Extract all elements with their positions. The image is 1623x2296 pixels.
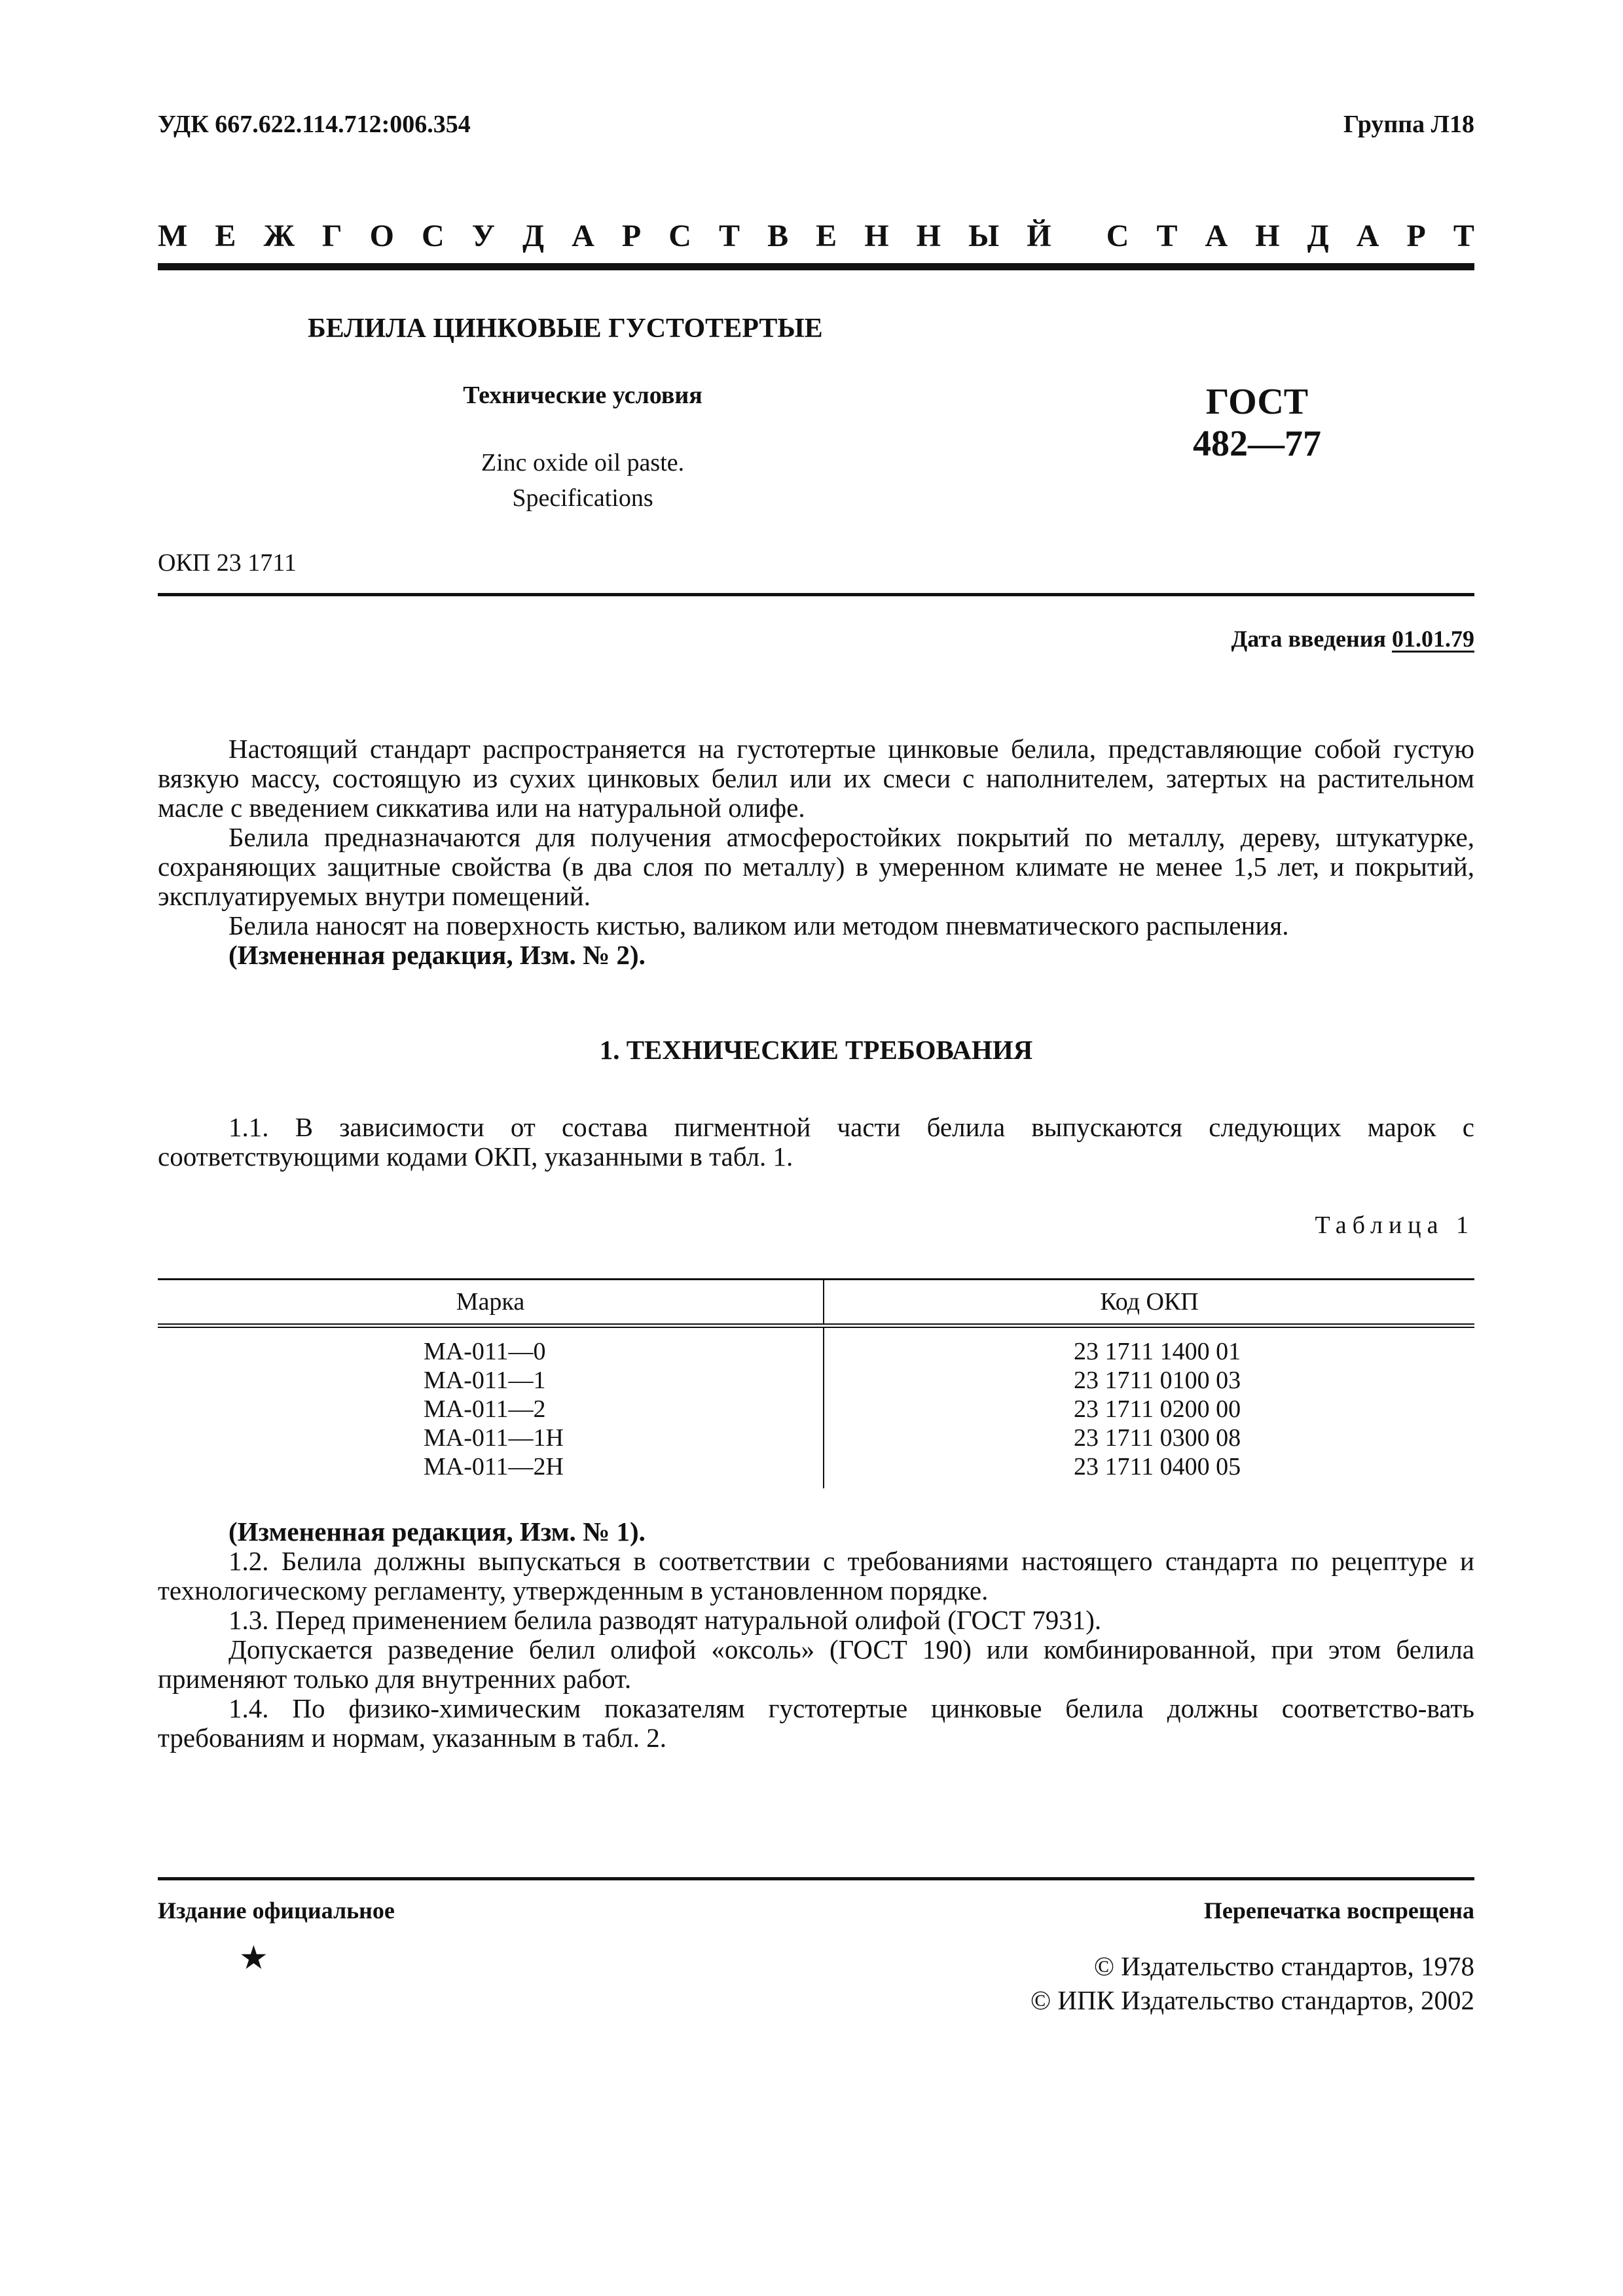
official-edition-label: Издание официальное (158, 1897, 395, 1924)
code-cell: 23 1711 0100 03 (1074, 1367, 1241, 1394)
mark-cell: МА-011—1 (424, 1367, 546, 1394)
banner-letter: С (1106, 218, 1129, 253)
code-cell: 23 1711 0400 05 (1074, 1453, 1241, 1480)
english-title-line: Zinc oxide oil paste. (481, 449, 685, 476)
document-subtitle: Технические условия (463, 382, 702, 409)
banner-letter: М (158, 218, 188, 253)
grades-table (158, 1278, 1474, 1488)
banner-letter: Т (1156, 218, 1178, 253)
banner-letter: Т (718, 218, 740, 253)
banner-letter: Ж (263, 218, 295, 253)
english-title (386, 445, 779, 516)
banner-letter: Д (522, 218, 545, 253)
copyright-block (1030, 1949, 1474, 2017)
udk-code: УДК 667.622.114.712:006.354 (158, 111, 471, 138)
banner-letter: Д (1307, 218, 1329, 253)
mark-cell: МА-011—1Н (424, 1424, 564, 1452)
column-header-mark: Марка (158, 1280, 824, 1326)
banner-letter: Ы (968, 218, 1000, 253)
code-cell: 23 1711 1400 01 (1074, 1338, 1241, 1365)
reprint-prohibited-label: Перепечатка воспрещена (1203, 1897, 1474, 1924)
effective-date-value: 01.01.79 (1392, 626, 1474, 652)
paragraph: Белила наносят на поверхность кистью, валиком или методом пневматического распыления. (228, 910, 1289, 941)
banner-letter: Е (816, 218, 837, 253)
paragraph: 1.4. По физико-химическим показателям густотертые цинковые белила должны соответство-вать требованиям и нормам, указанным в табл. 2. (158, 1693, 1474, 1753)
banner-letter: А (572, 218, 594, 253)
revision-note: (Измененная редакция, Изм. № 2). (228, 940, 646, 970)
document-title: БЕЛИЛА ЦИНКОВЫЕ ГУСТОТЕРТЫЕ (308, 314, 823, 344)
requirements-section (158, 1517, 1474, 1753)
banner-letter: У (471, 218, 495, 253)
mark-cell: МА-011—2 (424, 1395, 546, 1423)
paragraph: 1.3. Перед применением белила разводят натуральной олифой (ГОСТ 7931). (228, 1605, 1102, 1635)
code-cell: 23 1711 0200 00 (1074, 1395, 1241, 1423)
banner-letter: А (1356, 218, 1379, 253)
paragraph: Допускается разведение белил олифой «оксоль» (ГОСТ 190) или комбинированной, при этом белила применяют только для внутренних работ. (158, 1634, 1474, 1694)
group-code: Группа Л18 (1343, 111, 1474, 138)
code-cell: 23 1711 0300 08 (1074, 1424, 1241, 1452)
section-heading: 1. ТЕХНИЧЕСКИЕ ТРЕБОВАНИЯ (599, 1035, 1033, 1065)
banner-letter: Н (916, 218, 941, 253)
banner-letter: В (767, 218, 789, 253)
paragraph: 1.2. Белила должны выпускаться в соответствии с требованиями настоящего стандарта по рецептуре и технологическому регламенту, утвержденным в установленном порядке. (158, 1546, 1474, 1605)
header-divider (158, 593, 1474, 596)
okp-code: ОКП 23 1711 (158, 549, 297, 577)
code-column (824, 1326, 1474, 1489)
banner-letter: Н (1255, 218, 1280, 253)
effective-date-label: Дата введения (1231, 626, 1392, 652)
banner-letter: Р (1406, 218, 1426, 253)
standard-banner (158, 216, 1474, 255)
mark-cell: МА-011—2Н (424, 1453, 564, 1480)
banner-letter: Е (215, 218, 236, 253)
banner-letter: А (1205, 218, 1228, 253)
banner-letter: Г (321, 218, 342, 253)
mark-column (158, 1326, 824, 1489)
footer-rule (158, 1877, 1474, 1880)
effective-date (1231, 625, 1475, 653)
mark-cell: МА-011—0 (424, 1338, 546, 1365)
paragraph: Белила предназначаются для получения атмосферостойких покрытий по металлу, дереву, штукатурке, сохраняющих защитные свойства (в два слоя по металлу) в умеренном климате не менее 1,5 лет, и покрытий, эксплуатируемых внутри помещений. (158, 822, 1474, 911)
copyright-line: © ИПК Издательство стандартов, 2002 (1030, 1985, 1474, 2015)
section-text (158, 1113, 1474, 1172)
paragraph: 1.1. В зависимости от состава пигментной части белила выпускаются следующих марок с соответствующими кодами ОКП, указанными в табл. 1. (158, 1112, 1474, 1172)
copyright-line: © Издательство стандартов, 1978 (1093, 1951, 1474, 1981)
banner-rule (158, 263, 1474, 270)
paragraph: Настоящий стандарт распространяется на густотертые цинковые белила, представляющие собой густую вязкую массу, состоящую из сухих цинковых белил или их смеси с наполнителем, затертых на растительном масле с введением сиккатива или на натуральной олифе. (158, 734, 1474, 823)
intro-section (158, 734, 1474, 970)
banner-letter: Т (1453, 218, 1474, 253)
english-title-line: Specifications (512, 484, 653, 512)
banner-letter: С (668, 218, 691, 253)
table-caption: Таблица 1 (1315, 1211, 1474, 1239)
banner-letter: О (369, 218, 394, 253)
gost-number (1113, 381, 1401, 465)
gost-code: 482—77 (1193, 423, 1321, 464)
star-icon: ★ (239, 1939, 268, 1976)
banner-letter: Й (1027, 218, 1051, 253)
gost-label: ГОСТ (1205, 382, 1309, 422)
banner-letter: Р (621, 218, 642, 253)
column-header-code: Код ОКП (824, 1280, 1474, 1326)
table-row (158, 1326, 1474, 1489)
banner-letter: Н (864, 218, 889, 253)
revision-note: (Измененная редакция, Изм. № 1). (228, 1516, 646, 1547)
banner-letter: С (422, 218, 445, 253)
